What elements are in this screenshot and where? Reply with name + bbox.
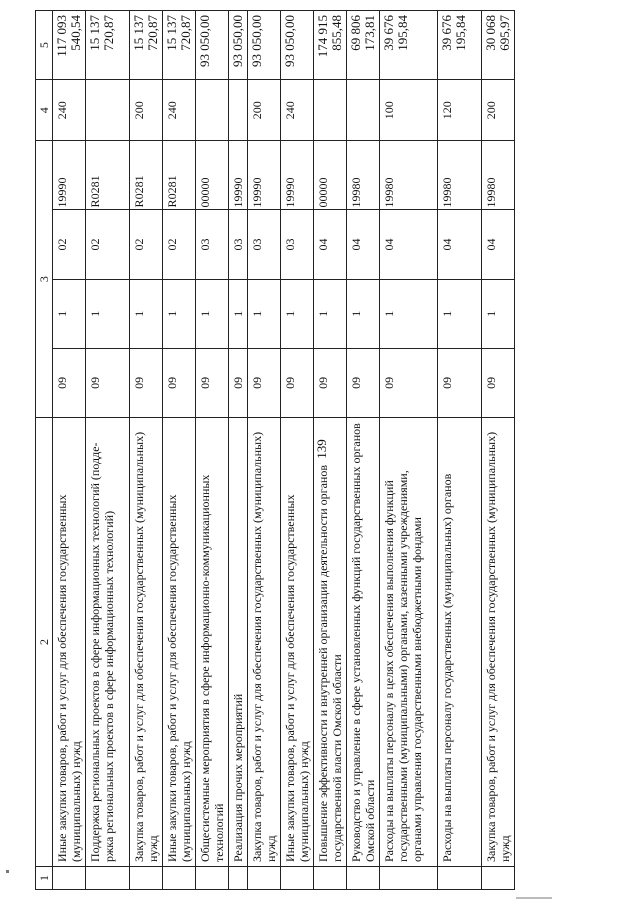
row-empty-cell [53,867,86,890]
row-code-a: 09 [163,348,196,417]
row-empty-cell [229,867,248,890]
row-sum: 174 915 855,48 [314,11,347,80]
row-empty-cell [314,867,347,890]
row-code-b: 1 [347,279,380,348]
row-name-cell: Расходы на выплаты персоналу государственных (муниципальных) органов [438,418,482,867]
row-empty-cell [347,867,380,890]
row-name-cell: Иные закупки товаров, работ и услуг для обеспечения государственных (муниципальных) нужд [281,418,314,867]
row-expense-type: 200 [130,80,163,141]
row-code-c: 03 [229,210,248,279]
row-code-a: 09 [380,348,438,417]
row-expense-type [229,80,248,141]
row-code-c: 02 [163,210,196,279]
row-code-d: R0281 [163,141,196,210]
row-code-d: 19990 [281,141,314,210]
table-row [347,11,380,890]
row-code-b: 1 [281,279,314,348]
row-code-b: 1 [438,279,482,348]
row-code-a: 09 [53,348,86,417]
table-row [196,11,229,890]
row-code-b: 1 [130,279,163,348]
row-code-b: 1 [163,279,196,348]
row-code-a: 09 [314,348,347,417]
row-code-c: 04 [380,210,438,279]
row-code-a: 09 [229,348,248,417]
row-empty-cell [380,867,438,890]
row-sum: 117 093 540,54 [53,11,86,80]
row-code-b: 1 [380,279,438,348]
header-col-4: 4 [36,80,53,141]
row-code-d: 19980 [438,141,482,210]
row-name-cell: Общесистемные мероприятия в сфере информационно-коммуникационных технологий [196,418,229,867]
table-row [438,11,482,890]
row-expense-type: 240 [281,80,314,141]
header-col-5: 5 [36,11,53,80]
row-expense-type: 200 [248,80,281,141]
row-code-b: 1 [86,279,130,348]
row-empty-cell [130,867,163,890]
row-expense-type [196,80,229,141]
row-sum: 93 050,00 [196,11,229,80]
row-code-b: 1 [482,279,515,348]
table-row [248,11,281,890]
row-expense-type [314,80,347,141]
row-empty-cell [86,867,130,890]
row-expense-type: 120 [438,80,482,141]
row-expense-type: 240 [163,80,196,141]
row-empty-cell [438,867,482,890]
row-name-cell: Иные закупки товаров, работ и услуг для обеспечения государственных (муниципальных) нужд [53,418,86,867]
table-row [380,11,438,890]
table-row [482,11,515,890]
table-row [130,11,163,890]
table-row [53,11,86,890]
row-code-a: 09 [482,348,515,417]
row-code-b: 1 [248,279,281,348]
row-code-d: 19980 [347,141,380,210]
row-name-cell: Реализация прочих мероприятий [229,418,248,867]
row-code-c: 02 [86,210,130,279]
row-code-d: R0281 [130,141,163,210]
row-sum: 93 050,00 [281,11,314,80]
row-code-a: 09 [438,348,482,417]
row-code-a: 09 [248,348,281,417]
row-name-cell: Поддержка региональных проектов в сфере информационных технологий (поддержка региональных проектов в сфере информационных технологий) [86,418,130,867]
table-row [229,11,248,890]
row-name-cell: Закупка товаров, работ и услуг для обеспечения государственных (муниципальных) нужд [248,418,281,867]
row-code-d: 19980 [380,141,438,210]
row-code-c: 02 [130,210,163,279]
table-row [314,11,347,890]
row-code-c: 04 [482,210,515,279]
row-name-cell: Повышение эффективности и внутренней организации деятельности органов государственной власти Омской области [314,418,347,867]
row-code-b: 1 [314,279,347,348]
row-code-d: 19990 [229,141,248,210]
row-code-c: 03 [281,210,314,279]
row-code-d: R0281 [86,141,130,210]
row-sum: 39 676 195,84 [438,11,482,80]
header-col-1: 1 [36,867,53,890]
row-code-c: 04 [347,210,380,279]
row-name-cell: Закупка товаров, работ и услуг для обеспечения государственных (муниципальных) нужд [130,418,163,867]
row-empty-cell [281,867,314,890]
row-sum: 15 137 720,87 [86,11,130,80]
scan-speck [516,897,552,899]
row-code-c: 03 [248,210,281,279]
row-code-d: 19990 [53,141,86,210]
page-number: 139 [314,439,329,459]
row-expense-type: 240 [53,80,86,141]
row-sum: 69 806 173,81 [347,11,380,80]
header-col-3: 3 [36,141,53,418]
row-code-b: 1 [196,279,229,348]
budget-table [35,10,515,890]
row-code-d: 19980 [482,141,515,210]
row-name-cell: Иные закупки товаров, работ и услуг для обеспечения государственных (муниципальных) нужд [163,418,196,867]
row-name-cell: Расходы на выплаты персоналу в целях обеспечения выполнения функций государственными (муниципальными) органами, казенными учреждениями, органами управления государственными внебюджетными фондами [380,418,438,867]
scan-mark [6,870,9,873]
row-code-c: 04 [314,210,347,279]
row-sum: 93 050,00 [229,11,248,80]
row-expense-type: 200 [482,80,515,141]
row-name-cell: Закупка товаров, работ и услуг для обеспечения государственных (муниципальных) нужд [482,418,515,867]
row-expense-type [347,80,380,141]
row-code-a: 09 [281,348,314,417]
row-name-cell: Руководство и управление в сфере установленных функций государственных органов Омской области [347,418,380,867]
header-row [36,11,53,890]
row-code-b: 1 [53,279,86,348]
row-code-c: 04 [438,210,482,279]
row-empty-cell [163,867,196,890]
table-row [86,11,130,890]
table-row [281,11,314,890]
row-code-d: 19990 [248,141,281,210]
row-code-c: 03 [196,210,229,279]
row-empty-cell [248,867,281,890]
row-sum: 15 137 720,87 [163,11,196,80]
row-code-a: 09 [347,348,380,417]
row-code-a: 09 [196,348,229,417]
row-empty-cell [196,867,229,890]
row-code-a: 09 [130,348,163,417]
row-sum: 39 676 195,84 [380,11,438,80]
row-code-d: 00000 [314,141,347,210]
row-code-c: 02 [53,210,86,279]
row-empty-cell [482,867,515,890]
row-sum: 30 068 695,97 [482,11,515,80]
header-col-2: 2 [36,418,53,867]
row-code-b: 1 [229,279,248,348]
row-code-d: 00000 [196,141,229,210]
row-expense-type [86,80,130,141]
row-code-a: 09 [86,348,130,417]
row-sum: 15 137 720,87 [130,11,163,80]
row-expense-type: 100 [380,80,438,141]
rotated-page [35,10,625,890]
table-row [163,11,196,890]
row-sum: 93 050,00 [248,11,281,80]
